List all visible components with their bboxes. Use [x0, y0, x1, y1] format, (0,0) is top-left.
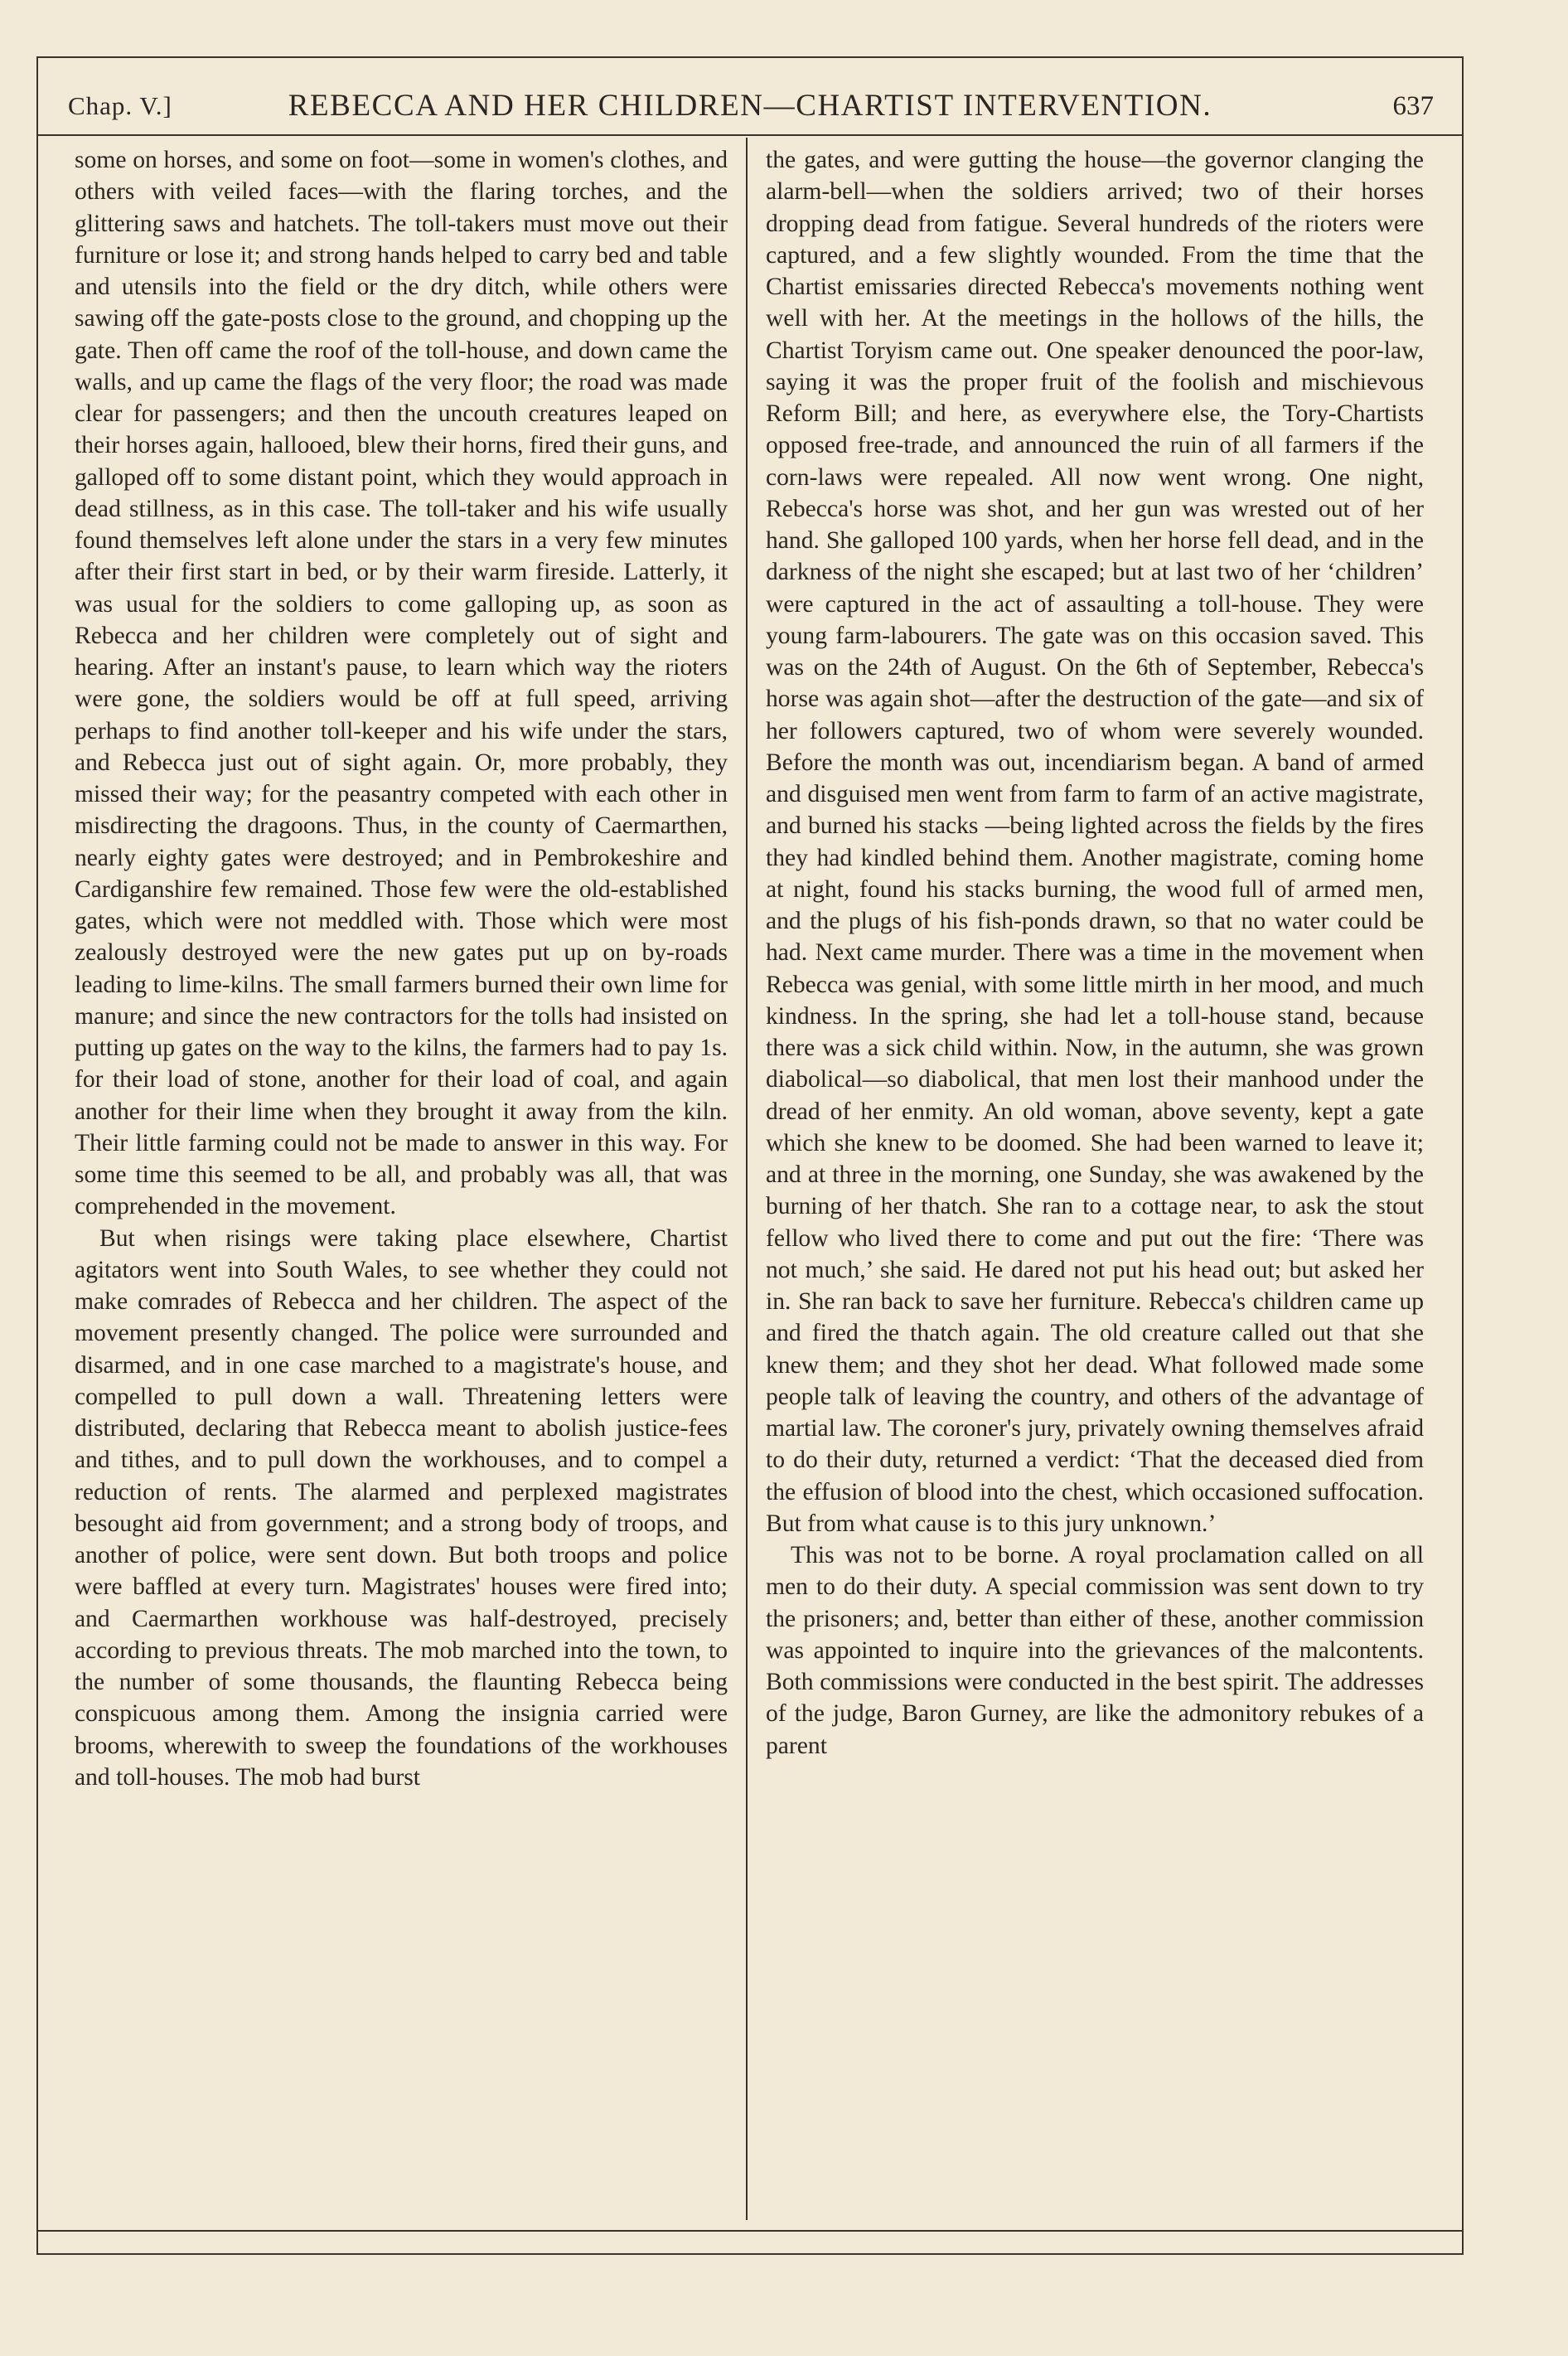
running-header	[36, 76, 1464, 136]
running-title: REBECCA AND HER CHILDREN—CHARTIST INTERVENTION.	[288, 89, 1212, 123]
paragraph: the gates, and were gutting the house—the governor clanging the alarm-bell—when the soldiers arrived; two of their horses dropping dead from fatigue. Several hundreds of the rioters were captured, and a few slightly wounded. From the time that the Chartist emissaries directed Rebecca's movements nothing went well with her. At the meetings in the hollows of the hills, the Chartist Toryism came out. One speaker denounced the poor-law, saying it was the proper fruit of the foolish and mischievous Reform Bill; and here, as everywhere else, the Tory-Chartists opposed free-trade, and announced the ruin of all farmers if the corn-laws were repealed. All now went wrong. One night, Rebecca's horse was shot, and her gun was wrested out of her hand. She galloped 100 yards, when her horse fell dead, and in the darkness of the night she escaped; but at last two of her ‘children’ were captured in the act of assaulting a toll-house. They were young farm-labourers. The gate was on this occasion saved. This was on the 24th of August. On the 6th of September, Rebecca's horse was again shot—after the destruction of the gate—and six of her followers captured, two of whom were severely wounded. Before the month was out, incendiarism began. A band of armed and disguised men went from farm to farm of an active magistrate, and burned his stacks —being lighted across the fields by the fires they had kindled behind them. Another magistrate, coming home at night, found his stacks burning, the wood full of armed men, and the plugs of his fish-ponds drawn, so that no water could be had. Next came murder. There was a time in the movement when Rebecca was genial, with some little mirth in her mood, and much kindness. In the spring, she had let a toll-house stand, because there was a sick child within. Now, in the autumn, she was grown diabolical—so diabolical, that men lost their manhood under the dread of her enmity. An old woman, above seventy, kept a gate which she knew to be doomed. She had been warned to leave it; and at three in the morning, one Sunday, she was awakened by the burning of her thatch. She ran to a cottage near, to ask the stout fellow who lived there to come and put out the fire: ‘There was not much,’ she said. He dared not put his head out; but asked her in. She ran back to save her furniture. Rebecca's children came up and fired the thatch again. The old creature called out that she knew them; and they shot her dead. What followed made some people talk of leaving the country, and others of the advantage of martial law. The coroner's jury, privately owning themselves afraid to do their duty, returned a verdict: ‘That the deceased died from the effusion of blood into the chest, which occasioned suffocation. But from what cause is to this jury unknown.’	[766, 147, 1424, 1537]
paragraph: But when risings were taking place elsewhere, Chartist agitators went into South Wales, to see whether they could not make comrades of Rebecca and her children. The aspect of the movement presently changed. The police were surrounded and disarmed, and in one case marched to a magistrate's house, and compelled to pull down a wall. Threatening letters were distributed, declaring that Rebecca meant to abolish justice-fees and tithes, and to pull down the workhouses, and to compel a reduction of rents. The alarmed and perplexed magistrates besought aid from government; and a strong body of troops, and another of police, were sent down. But both troops and police were baffled at every turn. Magistrates' houses were fired into; and Caermarthen workhouse was half-destroyed, precisely according to previous threats. The mob marched into the town, to the number of some thousands, the flaunting Rebecca being conspicuous among them. Among the insignia carried were brooms, wherewith to sweep the foundations of the workhouses and toll-houses. The mob had burst	[75, 1224, 728, 1791]
column-divider	[746, 138, 748, 2220]
page-number: 637	[1392, 91, 1434, 121]
chapter-label: Chap. V.]	[68, 91, 172, 120]
paragraph: This was not to be borne. A royal proclamation called on all men to do their duty. A special commission was sent down to try the prisoners; and, better than either of these, another commission was appointed to inquire into the grievances of the malcontents. Both commissions were conducted in the best spirit. The addresses of the judge, Baron Gurney, are like the admonitory rebukes of a parent	[766, 1542, 1424, 1759]
left-column	[75, 144, 728, 2217]
right-column	[766, 144, 1424, 2217]
header-rule	[36, 134, 1464, 136]
paragraph: some on horses, and some on foot—some in women's clothes, and others with veiled faces—with the flaring torches, and the glittering saws and hatchets. The toll-takers must move out their furniture or lose it; and strong hands helped to carry bed and table and utensils into the field or the dry ditch, while others were sawing off the gate-posts close to the ground, and chopping up the gate. Then off came the roof of the toll-house, and down came the walls, and up came the flags of the very floor; the road was made clear for passengers; and then the uncouth creatures leaped on their horses again, hallooed, blew their horns, fired their guns, and galloped off to some distant point, which they would approach in dead stillness, as in this case. The toll-taker and his wife usually found themselves left alone under the stars in a very few minutes after their first start in bed, or by their warm fireside. Latterly, it was usual for the soldiers to come galloping up, as soon as Rebecca and her children were completely out of sight and hearing. After an instant's pause, to learn which way the rioters were gone, the soldiers would be off at full speed, arriving perhaps to find another toll-keeper and his wife under the stars, and Rebecca just out of sight again. Or, more probably, they missed their way; for the peasantry competed with each other in misdirecting the dragoons. Thus, in the county of Caermarthen, nearly eighty gates were destroyed; and in Pembrokeshire and Cardiganshire few remained. Those few were the old-established gates, which were not meddled with. Those which were most zealously destroyed were the new gates put up on by-roads leading to lime-kilns. The small farmers burned their own lime for manure; and since the new contractors for the tolls had insisted on putting up gates on the way to the kilns, the farmers had to pay 1s. for their load of stone, another for their load of coal, and again another for their lime when they brought it away from the kiln. Their little farming could not be made to answer in this way. For some time this seemed to be all, and probably was all, that was comprehended in the movement.	[75, 147, 728, 1220]
footer-rule	[36, 2230, 1464, 2232]
